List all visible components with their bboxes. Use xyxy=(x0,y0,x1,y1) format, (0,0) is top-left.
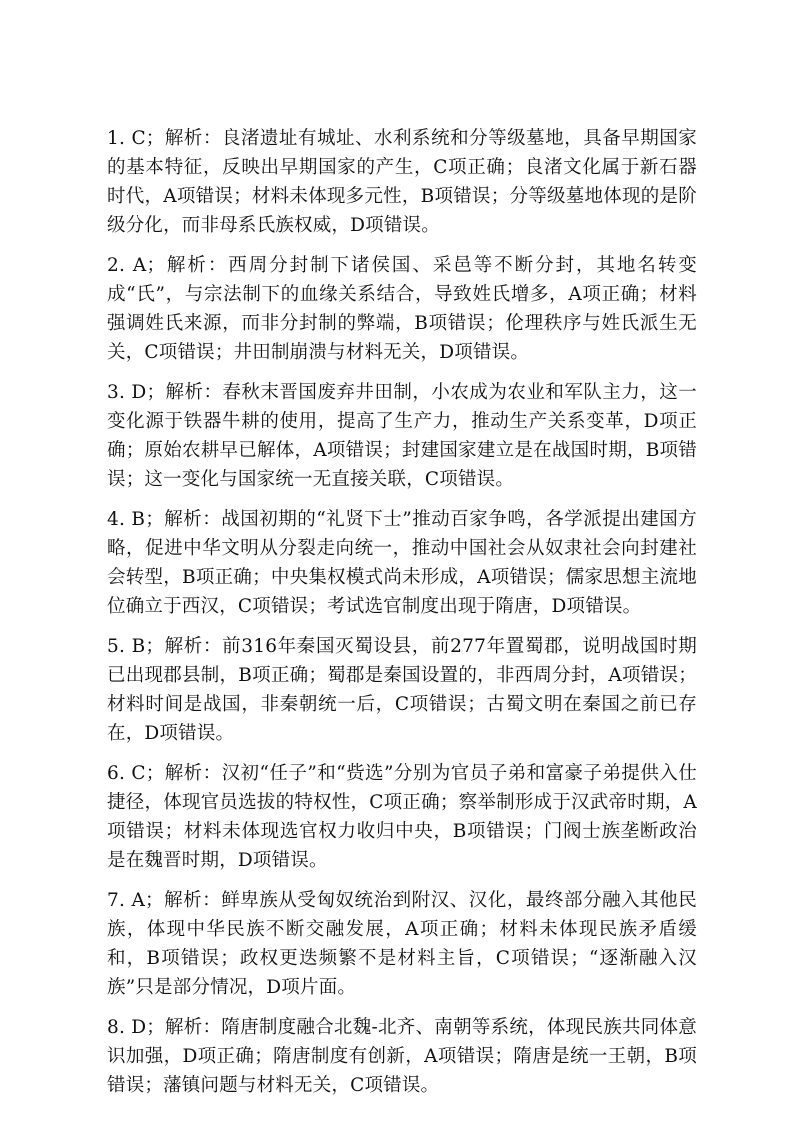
answer-key-document xyxy=(107,124,697,1100)
answer-8: 8. D；解析：隋唐制度融合北魏-北齐、南朝等系统，体现民族共同体意识加强，D项正确；隋唐制度有创新，A项错误；隋唐是统一王朝，B项错误；藩镇问题与材料无关，C项错误。 xyxy=(107,1017,697,1096)
answer-2: 2. A；解析：西周分封制下诸侯国、采邑等不断分封，其地名转变成“氏”，与宗法制下的血缘关系结合，导致姓氏增多，A项正确；材料强调姓氏来源，而非分封制的弊端，B项错误；伦理秩序与姓氏派生无关，C项错误；井田制崩溃与材料无关，D项错误。 xyxy=(107,255,697,363)
answer-4: 4. B；解析：战国初期的“礼贤下士”推动百家争鸣，各学派提出建国方略，促进中华文明从分裂走向统一，推动中国社会从奴隶社会向封建社会转型，B项正确；中央集权模式尚未形成，A项错误；儒家思想主流地位确立于西汉，C项错误；考试选官制度出现于隋唐，D项错误。 xyxy=(107,509,697,617)
answer-7: 7. A；解析：鲜卑族从受匈奴统治到附汉、汉化，最终部分融入其他民族，体现中华民族不断交融发展，A项正确；材料未体现民族矛盾缓和，B项错误；政权更迭频繁不是材料主旨，C项错误；“逐渐融入汉族”只是部分情况，D项片面。 xyxy=(107,890,697,998)
answer-6: 6. C；解析：汉初“任子”和“赀选”分别为官员子弟和富豪子弟提供入仕捷径，体现官员选拔的特权性，C项正确；察举制形成于汉武帝时期，A项错误；材料未体现选官权力收归中央，B项错误；门阀士族垄断政治是在魏晋时期，D项错误。 xyxy=(107,763,697,871)
answer-5: 5. B；解析：前316年秦国灭蜀设县，前277年置蜀郡，说明战国时期已出现郡县制，B项正确；蜀郡是秦国设置的，非西周分封，A项错误；材料时间是战国，非秦朝统一后，C项错误；古蜀文明在秦国之前已存在，D项错误。 xyxy=(107,636,697,744)
answer-1: 1. C；解析：良渚遗址有城址、水利系统和分等级墓地，具备早期国家的基本特征，反映出早期国家的产生，C项正确；良渚文化属于新石器时代，A项错误；材料未体现多元性，B项错误；分等级墓地体现的是阶级分化，而非母系氏族权威，D项错误。 xyxy=(107,128,697,236)
answer-3: 3. D；解析：春秋末晋国废弃井田制，小农成为农业和军队主力，这一变化源于铁器牛耕的使用，提高了生产力，推动生产关系变革，D项正确；原始农耕早已解体，A项错误；封建国家建立是在战国时期，B项错误；这一变化与国家统一无直接关联，C项错误。 xyxy=(107,382,697,490)
